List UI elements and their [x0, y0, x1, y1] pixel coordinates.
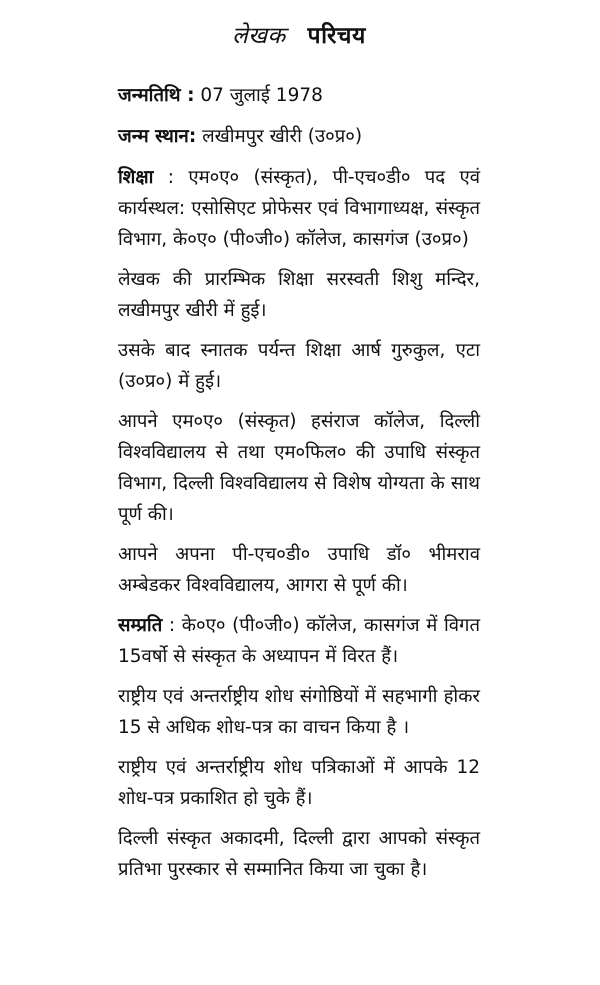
education-row: [118, 162, 480, 255]
dob-label: जन्मतिथि :: [118, 85, 195, 106]
author-intro-page: [118, 18, 480, 894]
title-word-parichay: परिचय: [307, 23, 366, 49]
current-label: सम्प्रति: [118, 615, 163, 636]
paragraph-seminars: राष्ट्रीय एवं अन्तर्राष्ट्रीय शोध संगोष्ठियों में सहभागी होकर 15 से अधिक शोध-पत्र का वाचन किया है ।: [118, 686, 480, 738]
paragraph-publications: राष्ट्रीय एवं अन्तर्राष्ट्रीय शोध पत्रिकाओं में आपके 12 शोध-पत्र प्रकाशित हो चुके हैं।: [118, 757, 480, 809]
paragraph-phd: आपने अपना पी-एच०डी० उपाधि डॉ० भीमराव अम्बेडकर विश्वविद्यालय, आगरा से पूर्ण की।: [118, 544, 480, 596]
title-word-lekhak: लेखक: [232, 23, 286, 49]
dob-value: 07 जुलाई 1978: [200, 85, 323, 106]
birthplace-label: जन्म स्थान:: [118, 126, 197, 147]
paragraph-primary-education: लेखक की प्रारम्भिक शिक्षा सरस्वती शिशु मन्दिर, लखीमपुर खीरी में हुई।: [118, 269, 480, 321]
paragraph-ma-mphil: आपने एम०ए० (संस्कृत) हसंराज कॉलेज, दिल्ली विश्वविद्यालय से तथा एम०फिल० की उपाधि संस्कृत विभाग, दिल्ली विश्वविद्यालय से विशेष योग्यता के साथ पूर्ण की।: [118, 411, 480, 525]
paragraph-award: दिल्ली संस्कृत अकादमी, दिल्ली द्वारा आपको संस्कृत प्रतिभा पुरस्कार से सम्मानित किया जा चुका है।: [118, 828, 480, 880]
dob-row: [118, 80, 480, 111]
education-label: शिक्षा: [118, 167, 154, 188]
current-value: : के०ए० (पी०जी०) कॉलेज, कासगंज में विगत 15वर्षो से संस्कृत के अध्यापन में विरत हैं।: [118, 615, 480, 667]
birthplace-value: लखीमपुर खीरी (उ०प्र०): [202, 126, 363, 147]
page-title: [118, 18, 480, 50]
birthplace-row: [118, 121, 480, 152]
education-value: : एम०ए० (संस्कृत), पी-एच०डी० पद एवं कार्यस्थल: एसोसिएट प्रोफेसर एवं विभागाध्यक्ष, संस्कृत विभाग, के०ए० (पी०जी०) कॉलेज, कासगंज (उ०प्र०): [118, 167, 480, 250]
current-position-row: [118, 610, 480, 672]
paragraph-graduation: उसके बाद स्नातक पर्यन्त शिक्षा आर्ष गुरुकुल, एटा (उ०प्र०) में हुई।: [118, 340, 480, 392]
